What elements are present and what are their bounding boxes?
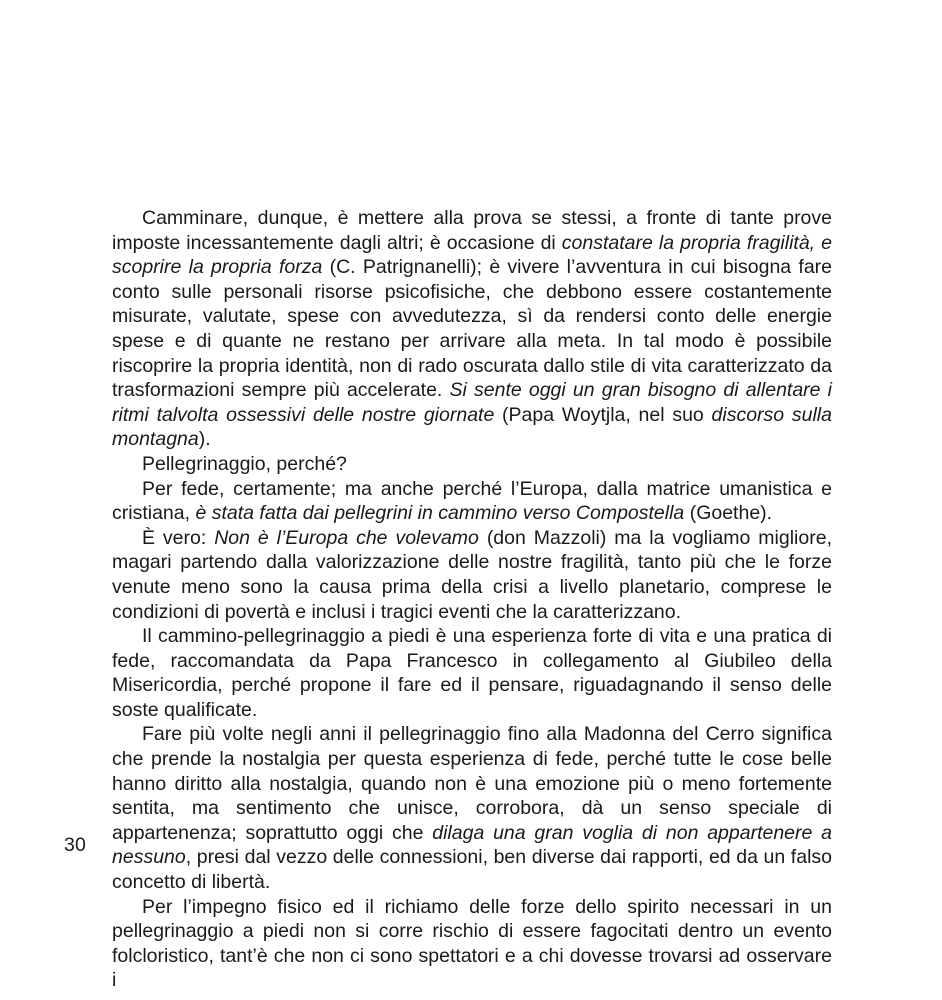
italic-run: dilaga una gran voglia di non appartenere a nessuno xyxy=(112,821,832,869)
page-number: 30 xyxy=(64,834,87,856)
text-run: (Papa Woytjla, nel suo xyxy=(494,403,712,426)
para-camminare xyxy=(112,206,832,452)
para-pellegrinaggio-perche xyxy=(112,452,832,477)
text-run: (C. Patrignanelli); è vivere l’avventura in cui bisogna fare conto sulle personali risorse psicofisiche, che debbono essere costantemente misurate, valutate, spese con avvedutezza, sì da rendersi conto delle energie spese e di quante ne restano per arrivare alla meta. In tal modo è possibile riscoprire la propria identità, non di rado oscurata dallo stile di vita caratterizzato da trasformazioni sempre più accelerate. xyxy=(112,256,832,402)
para-per-fede xyxy=(112,477,832,526)
text-run: È vero: xyxy=(142,526,215,549)
para-e-vero xyxy=(112,526,832,624)
text-run: Il cammino-pellegrinaggio a piedi è una esperienza forte di vita e una pratica di fede, raccomandata da Papa Francesco in collegamento al Giubileo della Misericordia, perché propone il fare ed il pensare, riguadagnando il senso delle soste qualificate. xyxy=(112,625,832,721)
text-run: Camminare, dunque, è mettere alla prova se stessi, a fronte di tante prove imposte incessantemente dagli altri; è occasione di xyxy=(112,207,832,254)
text-run: Pellegrinaggio, perché? xyxy=(142,452,347,475)
para-cammino-pellegrinaggio xyxy=(112,624,832,722)
text-run: (don Mazzoli) ma la vogliamo migliore, magari partendo dalla valorizzazione delle nostre fragilità, tanto più che le forze venute meno sono la causa prima della crisi a livello planetario, comprese le condizioni di povertà e inclusi i tragici eventi che la caratterizzano. xyxy=(112,526,832,623)
text-run: Per l’impegno fisico ed il richiamo delle forze dello spirito necessari in un pellegrinaggio a piedi non si corre rischio di essere fagocitati dentro un evento folcloristico, tant’è che non ci sono spettatori e a chi dovesse trovarsi ad osservare i xyxy=(112,895,832,992)
italic-run: Non è l’Europa che volevamo xyxy=(214,526,479,549)
italic-run: discorso sulla montagna xyxy=(112,403,832,451)
text-run: Fare più volte negli anni il pellegrinaggio fino alla Madonna del Cerro significa che prende la nostalgia per questa esperienza di fede, perché tutte le cose belle hanno diritto alla nostalgia, quando non è una emozione più o meno fortemente sentita, ma sentimento che unisce, corrobora, dà un senso speciale di appartenenza; soprattutto oggi che xyxy=(112,723,832,844)
para-fare-piu-volte xyxy=(112,722,832,894)
text-run: ). xyxy=(198,428,211,451)
italic-run: constatare la propria fragilità, e scoprire la propria forza xyxy=(112,231,832,279)
text-run: , presi dal vezzo delle connessioni, ben diverse dai rapporti, ed da un falso concetto di libertà. xyxy=(112,846,832,894)
italic-run: Si sente oggi un gran bisogno di allentare i ritmi talvolta ossessivi delle nostre giornate xyxy=(112,379,832,426)
italic-run: è stata fatta dai pellegrini in cammino verso Compostella xyxy=(195,502,685,525)
text-run: (Goethe). xyxy=(684,502,773,525)
text-run: Per fede, certamente; ma anche perché l’Europa, dalla matrice umanistica e cristiana, xyxy=(112,477,832,525)
body-text-block xyxy=(112,206,832,993)
para-per-impegno xyxy=(112,895,832,993)
